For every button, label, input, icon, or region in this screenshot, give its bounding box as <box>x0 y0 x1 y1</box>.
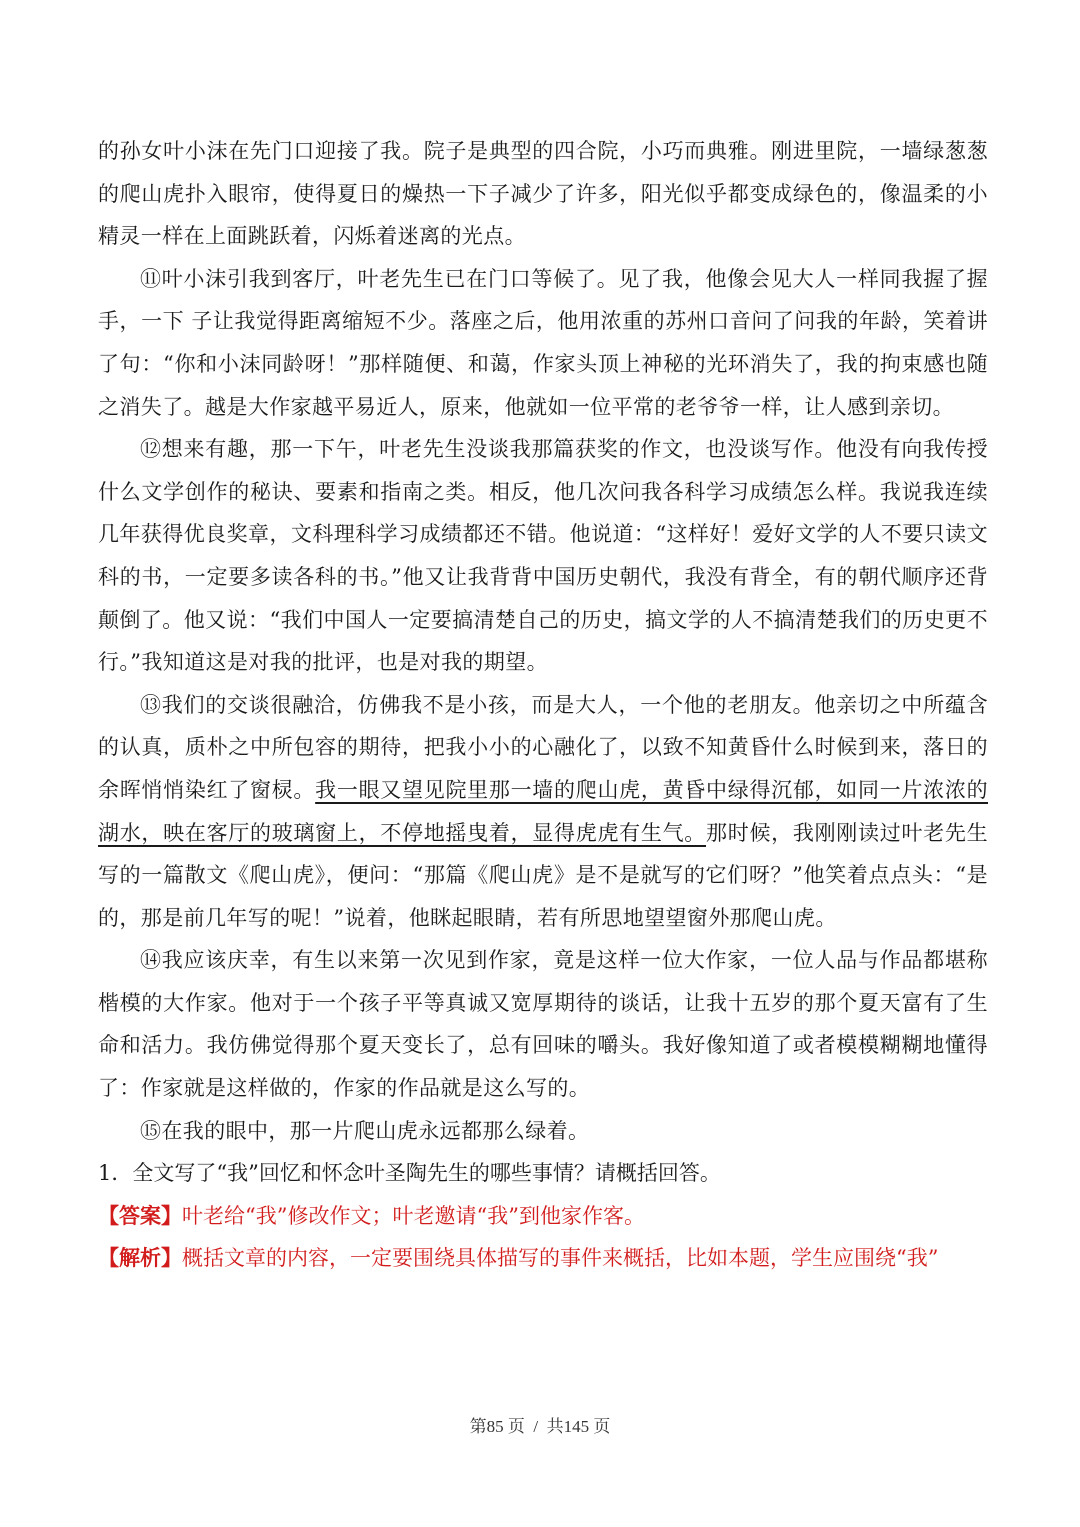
analysis-text: 概括文章的内容，一定要围绕具体描写的事件来概括，比如本题，学生应围绕“我” <box>182 1246 939 1271</box>
paragraph-14: ⑭我应该庆幸，有生以来第一次见到作家，竟是这样一位大作家，一位人品与作品都堪称楷模的大作家。他对于一个孩子平等真诚又宽厚期待的谈话，让我十五岁的那个夏天富有了生命和活力。我仿佛觉得那个夏天变长了，总有回味的嚼头。我好像知道了或者模模糊糊地懂得了：作家就是这样做的，作家的作品就是这么写的。 <box>98 948 988 1101</box>
underlined-sentence: 我一眼又望见院里那一墙的爬山虎，黄昏中绿得沉郁，如同一片浓浓的湖水，映在客厅的玻璃窗上，不停地摇曳着，显得虎虎有生气。 <box>98 777 988 845</box>
paragraph-13-tail: 那时候，我刚刚读过叶老先生写的一篇散文《爬山虎》，便问：“那篇《爬山虎》是不是就写的它们呀？”他笑着点点头：“是的，那是前几年写的呢！”说着，他眯起眼睛，若有所思地望望窗外那爬山虎。 <box>98 820 988 930</box>
article-body <box>98 130 988 1280</box>
paragraph-continued: 的孙女叶小沫在先门口迎接了我。院子是典型的四合院，小巧而典雅。刚进里院，一墙绿葱葱的爬山虎扑入眼帘，使得夏日的燥热一下子减少了许多，阳光似乎都变成绿色的，像温柔的小精灵一样在上面跳跃着，闪烁着迷离的光点。 <box>98 139 988 249</box>
footer-prefix: 第 <box>469 1417 487 1436</box>
paragraph-12: ⑫想来有趣，那一下午，叶老先生没谈我那篇获奖的作文，也没谈写作。他没有向我传授什么文学创作的秘诀、要素和指南之类。相反，他几次问我各科学习成绩怎么样。我说我连续几年获得优良奖章，文科理科学习成绩都还不错。他说道：“这样好！爱好文学的人不要只读文科的书，一定要多读各科的书。”他又让我背背中国历史朝代，我没有背全，有的朝代顺序还背颠倒了。他又说：“我们中国人一定要搞清楚自己的历史，搞文学的人不搞清楚我们的历史更不行。”我知道这是对我的批评，也是对我的期望。 <box>98 437 988 675</box>
footer-suffix: 页 <box>589 1417 611 1436</box>
answer-tag: 【答案】 <box>98 1202 182 1228</box>
paragraph-13-lead: ⑬我们的交谈很融洽，仿佛我不是小孩，而是大人，一个他的老朋友。他亲切之中所蕴含的认真，质朴之中所包容的期待，把我小小的心融化了，以致不知黄昏什么时候到来，落日的余晖悄悄染红了窗棂。 <box>98 692 988 802</box>
answer-text: 叶老给“我”修改作文；叶老邀请“我”到他家作客。 <box>182 1203 645 1228</box>
footer-total-pages: 145 <box>563 1417 590 1436</box>
paragraph-11: ⑪叶小沫引我到客厅，叶老先生已在门口等候了。见了我，他像会见大人一样同我握了握手，一下 子让我觉得距离缩短不少。落座之后，他用浓重的苏州口音问了问我的年龄，笑着讲了句：“你和小沫同龄呀！”那样随便、和蔼，作家头顶上神秘的光环消失了，我的拘束感也随之消失了。越是大作家越平易近人，原来，他就如一位平常的老爷爷一样，让人感到亲切。 <box>98 266 988 419</box>
question-1: 1．全文写了“我”回忆和怀念叶圣陶先生的哪些事情？请概括回答。 <box>98 1161 721 1186</box>
analysis-tag: 【解析】 <box>98 1245 182 1271</box>
analysis-line <box>98 1237 988 1280</box>
answer-line <box>98 1195 988 1238</box>
footer-mid: 页 / 共 <box>503 1417 564 1436</box>
page-footer <box>0 1412 1080 1437</box>
paragraph-13 <box>98 684 988 940</box>
paragraph-15: ⑮在我的眼中，那一片爬山虎永远都那么绿着。 <box>140 1118 590 1143</box>
footer-page-number: 85 <box>486 1417 504 1436</box>
